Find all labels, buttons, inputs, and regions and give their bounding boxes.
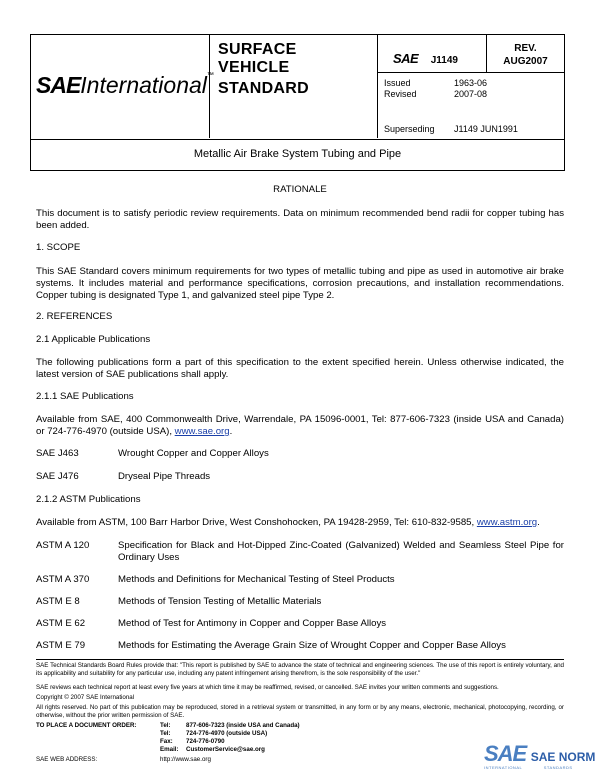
footer-rules-text: SAE Technical Standards Board Rules provide that: "This report is published by SAE to advance the state of technical and engineering sciences. The use of this report is entirely voluntary, and its applicability and suitability for any particular use, including any patent infringement arising therefrom, is the sole responsibility of the user." bbox=[36, 662, 564, 677]
ref-code-astm-a120: ASTM A 120 bbox=[36, 540, 90, 551]
doc-number bbox=[393, 50, 458, 68]
issued-value: 1963-06 bbox=[454, 78, 488, 88]
tel-value: 877-606-7323 (inside USA and Canada) bbox=[186, 722, 300, 729]
watermark-international: INTERNATIONAL bbox=[484, 765, 523, 770]
references-heading: 2. REFERENCES bbox=[36, 311, 113, 322]
footer-review-text: SAE reviews each technical report at least every five years at which time it may be reaffirmed, revised, or cancelled. SAE invites your written comments and suggestions. bbox=[36, 684, 499, 691]
footer-copyright: Copyright © 2007 SAE International bbox=[36, 694, 135, 701]
document-title: Metallic Air Brake System Tubing and Pipe bbox=[30, 138, 565, 171]
standard-line-3: STANDARD bbox=[218, 80, 309, 97]
watermark-standards: STANDARDS bbox=[543, 765, 573, 770]
tel-label: Tel: bbox=[160, 722, 171, 729]
logo-tm: ™ bbox=[206, 72, 214, 79]
rev-label: REV. bbox=[514, 43, 537, 54]
superseding-label: Superseding bbox=[384, 124, 435, 134]
ref-title-sae-j476: Dryseal Pipe Threads bbox=[118, 471, 211, 482]
ref-code-astm-a370: ASTM A 370 bbox=[36, 574, 90, 585]
ref-title-astm-e62: Method of Test for Antimony in Copper and Copper Base Alloys bbox=[118, 618, 387, 629]
logo-international-text: International bbox=[80, 72, 207, 98]
revised-value: 2007-08 bbox=[454, 89, 488, 99]
email-value[interactable]: CustomerService@sae.org bbox=[186, 746, 265, 753]
ref-title-astm-e79: Methods for Estimating the Average Grain Size of Wrought Copper and Copper Base Alloys bbox=[118, 640, 506, 651]
logo-sae-text: SAE bbox=[36, 72, 81, 98]
fax-label: Fax: bbox=[160, 738, 173, 745]
watermark-subtext bbox=[484, 765, 573, 770]
web-label: SAE WEB ADDRESS: bbox=[36, 756, 98, 763]
scope-text: This SAE Standard covers minimum requirements for two types of metallic tubing and pipe as used in automotive air brake systems. It includes material and performance specifications, corrosion precautions, and installation recommendations. Copper tubing is designated Type 1, and galvanized steel pipe Type 2. bbox=[36, 266, 564, 301]
doc-number-value: J1149 bbox=[430, 55, 458, 66]
scope-heading: 1. SCOPE bbox=[36, 242, 81, 253]
superseding-value: J1149 JUN1991 bbox=[454, 124, 518, 134]
ref-code-astm-e8: ASTM E 8 bbox=[36, 596, 80, 607]
rev-value: AUG2007 bbox=[503, 56, 548, 67]
ref-code-astm-e79: ASTM E 79 bbox=[36, 640, 86, 651]
astm-link-period: . bbox=[537, 517, 540, 528]
footer-rule bbox=[36, 659, 564, 660]
rationale-heading: RATIONALE bbox=[273, 184, 327, 195]
sae-norm-watermark bbox=[484, 741, 595, 767]
ref-code-astm-e62: ASTM E 62 bbox=[36, 618, 86, 629]
ref-title-astm-a120: Specification for Black and Hot-Dipped Zinc-Coated (Galvanized) Welded and Seamless Steel Pipe for Ordinary Uses bbox=[118, 540, 564, 563]
ref-title-astm-e8: Methods of Tension Testing of Metallic Materials bbox=[118, 596, 322, 607]
watermark-sae-logo: SAE bbox=[484, 741, 527, 766]
issued-label: Issued bbox=[384, 78, 411, 88]
sae-publications-text bbox=[36, 414, 564, 438]
doc-sae-logo: SAE bbox=[393, 51, 419, 66]
tel2-value: 724-776-4970 (outside USA) bbox=[186, 730, 268, 737]
revised-label: Revised bbox=[384, 89, 417, 99]
sae-international-logo bbox=[36, 72, 214, 99]
header-divider-2 bbox=[377, 34, 378, 138]
applicable-heading: 2.1 Applicable Publications bbox=[36, 334, 151, 345]
astm-publications-desc: Available from ASTM, 100 Barr Harbor Drive, West Conshohocken, PA 19428-2959, Tel: 610-832-9585, bbox=[36, 517, 475, 528]
tel2-label: Tel: bbox=[160, 730, 171, 737]
ref-title-sae-j463: Wrought Copper and Copper Alloys bbox=[118, 448, 269, 459]
applicable-text: The following publications form a part of this specification to the extent specified herein. Unless otherwise indicated, the latest version of SAE publications shall apply. bbox=[36, 357, 564, 380]
revision bbox=[487, 42, 564, 68]
email-label: Email: bbox=[160, 746, 179, 753]
standard-line-2: VEHICLE bbox=[218, 59, 290, 76]
sae-publications-heading: 2.1.1 SAE Publications bbox=[36, 391, 134, 402]
header-hline bbox=[377, 72, 564, 73]
sae-publications-desc: Available from SAE, 400 Commonwealth Drive, Warrendale, PA 15096-0001, Tel: 877-606-7323 (inside USA and Canada) or 724-776-4970 (outside USA), bbox=[36, 414, 564, 437]
standard-line-1: SURFACE bbox=[218, 41, 297, 58]
sae-link-period: . bbox=[229, 426, 233, 437]
rationale-text: This document is to satisfy periodic review requirements. Data on minimum recommended bend radii for copper tubing has been added. bbox=[36, 208, 564, 231]
standard-type bbox=[218, 41, 309, 98]
ref-title-astm-a370: Methods and Definitions for Mechanical Testing of Steel Products bbox=[118, 574, 395, 585]
watermark-norm-text: SAE NORM bbox=[530, 750, 596, 764]
ref-code-sae-j476: SAE J476 bbox=[36, 471, 79, 482]
web-value[interactable]: http://www.sae.org bbox=[160, 756, 211, 763]
astm-publications-text bbox=[36, 517, 564, 529]
footer-rights-text: All rights reserved. No part of this publication may be reproduced, stored in a retrieval system or transmitted, in any form or by any means, electronic, mechanical, photocopying, recording, or otherwise, without the prior written permission of SAE. bbox=[36, 704, 564, 719]
sae-website-link[interactable]: www.sae.org bbox=[174, 426, 230, 437]
astm-website-link[interactable]: www.astm.org bbox=[476, 517, 538, 528]
ref-code-sae-j463: SAE J463 bbox=[36, 448, 79, 459]
fax-value: 724-776-0790 bbox=[186, 738, 225, 745]
order-label: TO PLACE A DOCUMENT ORDER: bbox=[36, 722, 137, 729]
astm-publications-heading: 2.1.2 ASTM Publications bbox=[36, 494, 141, 505]
